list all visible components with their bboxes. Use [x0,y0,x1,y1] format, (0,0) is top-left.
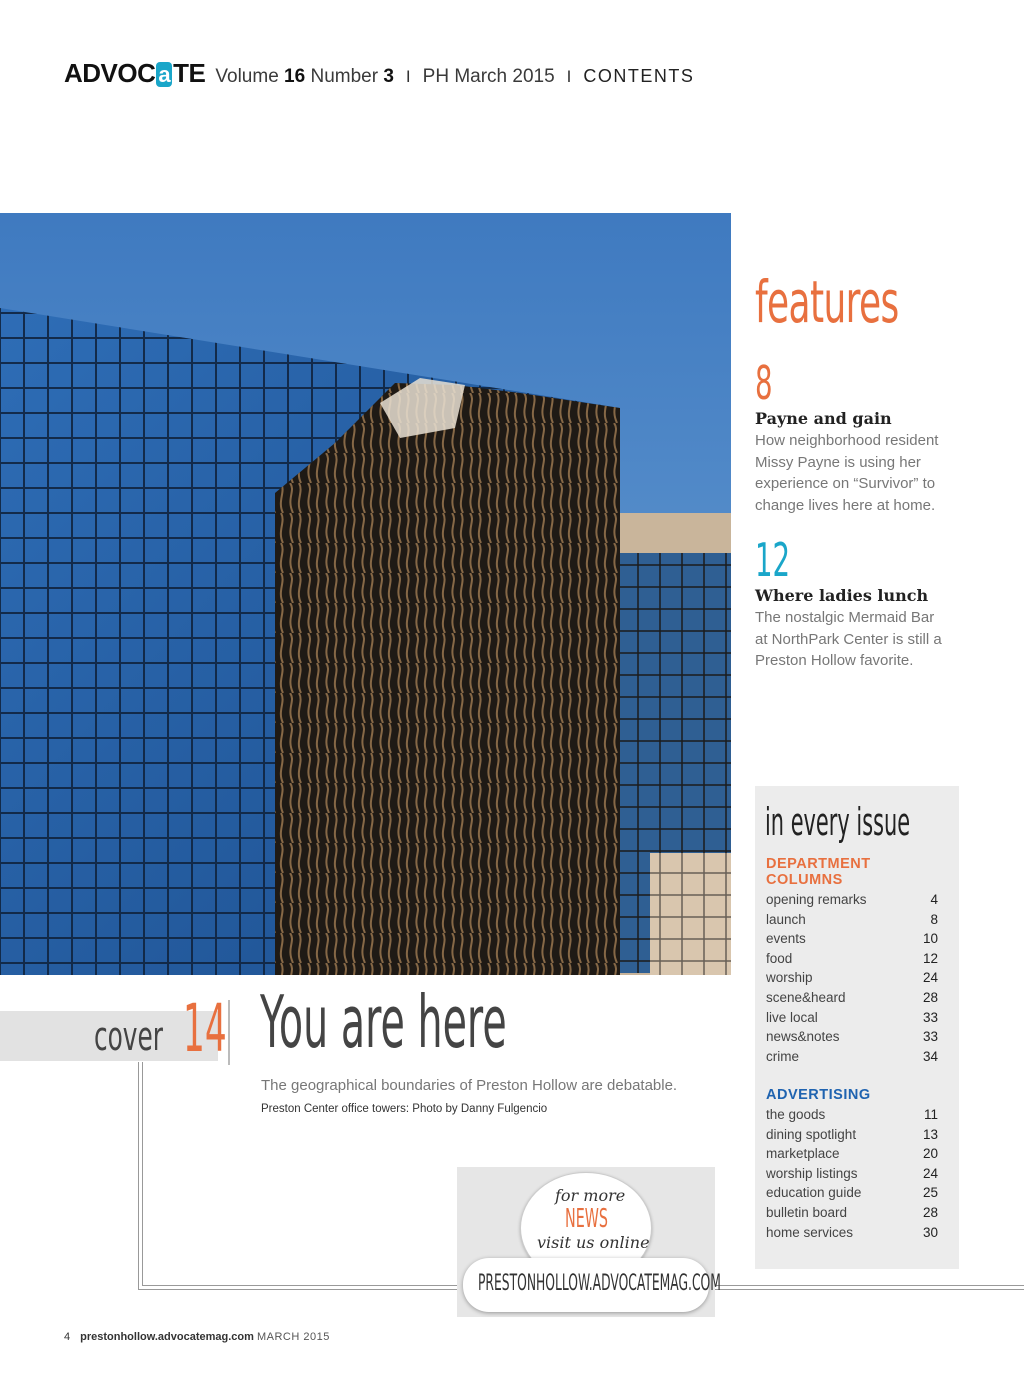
in-every-issue-panel [755,786,959,1269]
divider [228,1000,230,1065]
divider [142,1062,143,1286]
list-item[interactable]: events 10 [766,931,938,947]
separator: I [405,67,411,86]
feature-description: How neighborhood resident Missy Payne is using her experience on “Survivor” to change lives here at home. [755,432,939,514]
divider [138,1062,139,1290]
list-item[interactable]: crime 34 [766,1048,938,1064]
feature-page-number: 12 [755,533,791,587]
feature-headline[interactable]: Payne and gain [755,409,892,428]
page-number: 4 [64,1331,71,1343]
cover-page-number: 14 [183,990,227,1067]
list-item[interactable]: marketplace 20 [766,1146,938,1162]
website-link[interactable]: prestonhollow.advocatemag.com [80,1331,254,1343]
list-item[interactable]: home services 30 [766,1224,938,1240]
issue-date: PH March 2015 [422,66,555,87]
list-item[interactable]: launch 8 [766,911,938,927]
cover-story-description: The geographical boundaries of Preston Hollow are debatable. [261,1077,678,1094]
list-item[interactable]: bulletin board 28 [766,1205,938,1220]
list-item[interactable]: the goods 11 [766,1107,938,1122]
list-item[interactable]: opening remarks 4 [766,892,938,907]
cover-story-title[interactable]: You are here [260,980,507,1064]
cover-photo [0,213,731,975]
website-link[interactable]: PRESTONHOLLOW.ADVOCATEMAG.COM [478,1271,721,1296]
in-every-issue-title: in every issue [765,800,911,844]
feature-description: The nostalgic Mermaid Bar at NorthPark Center is still a Preston Hollow favorite. [755,609,942,669]
section-label: CONTENTS [583,66,695,86]
masthead [64,58,694,88]
visit-online-text: visit us online [537,1233,650,1252]
separator: I [566,67,572,86]
glass-tower [0,308,620,975]
page-footer [64,1331,330,1343]
advocate-logo: ADVOC a TE [64,58,206,88]
department-columns-heading: DEPARTMENT COLUMNS [766,856,871,888]
list-item[interactable]: worship 24 [766,970,938,986]
footer-date: MARCH 2015 [256,1331,330,1343]
photo-credit: Preston Center office towers: Photo by Danny Fulgencio [261,1103,548,1115]
list-item[interactable]: worship listings 24 [766,1165,938,1181]
for-more-text: for more [555,1186,626,1205]
background-building [610,513,731,975]
list-item[interactable]: education guide 25 [766,1185,938,1201]
feature-page-number: 8 [755,356,773,410]
list-item[interactable]: dining spotlight 13 [766,1126,938,1142]
news-text: NEWS [565,1204,608,1234]
list-item[interactable]: live local 33 [766,1009,938,1025]
list-item[interactable]: scene&heard 28 [766,990,938,1005]
list-item[interactable]: food 12 [766,950,938,966]
list-item[interactable]: news&notes 33 [766,1029,938,1045]
cover-label: cover [94,1014,163,1060]
volume-info: Volume 16 Number 3 [215,66,394,87]
features-title: features [755,268,899,336]
feature-headline[interactable]: Where ladies lunch [755,586,929,605]
advertising-heading: ADVERTISING [766,1087,871,1103]
